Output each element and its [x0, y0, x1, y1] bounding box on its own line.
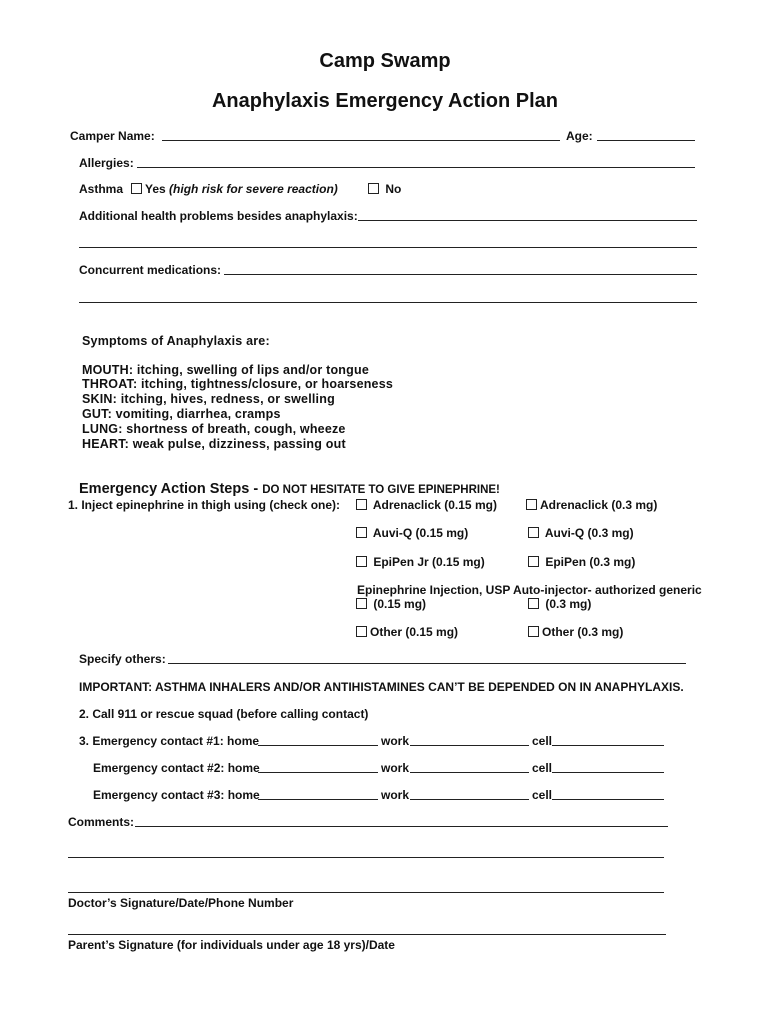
auviq-015-checkbox[interactable]	[356, 527, 367, 538]
emergency-steps-heading	[79, 481, 500, 497]
adrenaclick-03-label: Adrenaclick (0.3 mg)	[540, 498, 658, 512]
adrenaclick-03-checkbox[interactable]	[526, 499, 537, 510]
option-adrenaclick-015[interactable]	[356, 498, 497, 512]
adrenaclick-015-label: Adrenaclick (0.15 mg)	[372, 498, 497, 512]
contact2-home-label: Emergency contact #2: home	[93, 761, 260, 775]
auviq-03-label: Auvi-Q (0.3 mg)	[544, 526, 634, 540]
generic-015-label: (0.15 mg)	[373, 597, 427, 611]
important-note: IMPORTANT: ASTHMA INHALERS AND/OR ANTIHISTAMINES CAN’T BE DEPENDED ON IN ANAPHYLAXIS.	[79, 680, 684, 694]
concurrent-medications-field[interactable]	[224, 274, 697, 275]
contact2-work-label: work	[381, 761, 410, 775]
allergies-field[interactable]	[137, 167, 695, 168]
additional-health-field-line2[interactable]	[79, 247, 697, 248]
specify-others-field[interactable]	[168, 663, 686, 664]
asthma-yes-checkbox[interactable]	[131, 183, 142, 194]
age-label: Age:	[566, 129, 593, 143]
contact2-cell-field[interactable]	[552, 772, 664, 773]
additional-health-field[interactable]	[358, 220, 697, 221]
option-other-03[interactable]	[528, 625, 623, 639]
contact3-home-label: Emergency contact #3: home	[93, 788, 260, 802]
contact1-home-field[interactable]	[258, 745, 378, 746]
contact3-work-label: work	[381, 788, 410, 802]
option-auviq-015[interactable]	[356, 526, 468, 540]
camper-name-field[interactable]	[162, 140, 560, 141]
symptom-mouth: MOUTH: itching, swelling of lips and/or tongue	[82, 363, 369, 377]
symptom-lung: LUNG: shortness of breath, cough, wheeze	[82, 422, 346, 436]
generic-heading: Epinephrine Injection, USP Auto-injector- authorized generic	[357, 583, 702, 597]
contact3-cell-label: cell	[532, 788, 553, 802]
generic-03-label: (0.3 mg)	[545, 597, 592, 611]
contact1-work-label: work	[381, 734, 410, 748]
asthma-no-checkbox[interactable]	[368, 183, 379, 194]
other-03-label: Other (0.3 mg)	[542, 625, 624, 639]
page-title: Anaphylaxis Emergency Action Plan	[211, 90, 559, 112]
epipen-03-checkbox[interactable]	[528, 556, 539, 567]
symptom-gut: GUT: vomiting, diarrhea, cramps	[82, 407, 281, 421]
other-03-checkbox[interactable]	[528, 626, 539, 637]
camper-name-label	[70, 129, 155, 143]
adrenaclick-015-checkbox[interactable]	[356, 499, 367, 510]
symptom-heart: HEART: weak pulse, dizziness, passing out	[82, 437, 346, 451]
other-015-label: Other (0.15 mg)	[370, 625, 459, 639]
asthma-yes-option[interactable]	[131, 182, 338, 196]
option-auviq-03[interactable]	[528, 526, 634, 540]
epipenjr-015-checkbox[interactable]	[356, 556, 367, 567]
comments-label: Comments:	[68, 815, 135, 829]
asthma-label: Asthma	[79, 182, 124, 196]
additional-health-label: Additional health problems besides anaphylaxis:	[79, 209, 358, 223]
specify-others-label: Specify others:	[79, 652, 166, 666]
comments-field-line2[interactable]	[68, 857, 664, 858]
comments-field[interactable]	[135, 826, 668, 827]
step2-label: 2. Call 911 or rescue squad (before calling contact)	[79, 707, 369, 721]
option-epipen-03[interactable]	[528, 555, 635, 569]
generic-03-checkbox[interactable]	[528, 598, 539, 609]
option-generic-03[interactable]	[528, 597, 591, 611]
generic-015-checkbox[interactable]	[356, 598, 367, 609]
parent-signature-field[interactable]	[68, 934, 666, 935]
contact1-home-label: 3. Emergency contact #1: home	[79, 734, 260, 748]
option-adrenaclick-03[interactable]	[526, 498, 657, 512]
asthma-yes-label: Yes	[145, 182, 166, 196]
step1-label: 1. Inject epinephrine in thigh using (check one):	[68, 498, 341, 512]
option-epipenjr-015[interactable]	[356, 555, 485, 569]
concurrent-medications-field-line2[interactable]	[79, 302, 697, 303]
epipen-03-label: EpiPen (0.3 mg)	[545, 555, 636, 569]
contact3-cell-field[interactable]	[552, 799, 664, 800]
name-label: Name:	[118, 129, 155, 143]
contact2-work-field[interactable]	[410, 772, 529, 773]
asthma-yes-note: (high risk for severe reaction)	[169, 182, 338, 196]
contact1-work-field[interactable]	[410, 745, 529, 746]
contact1-cell-field[interactable]	[552, 745, 664, 746]
allergies-label: Allergies:	[79, 156, 134, 170]
contact2-home-field[interactable]	[258, 772, 378, 773]
option-other-015[interactable]	[356, 625, 458, 639]
other-015-checkbox[interactable]	[356, 626, 367, 637]
parent-signature-label: Parent’s Signature (for individuals under age 18 yrs)/Date	[68, 938, 395, 952]
option-generic-015[interactable]	[356, 597, 426, 611]
epipenjr-015-label: EpiPen Jr (0.15 mg)	[373, 555, 485, 569]
auviq-03-checkbox[interactable]	[528, 527, 539, 538]
doctor-signature-field[interactable]	[68, 892, 664, 893]
emergency-steps-title: Emergency Action Steps -	[79, 481, 259, 497]
auviq-015-label: Auvi-Q (0.15 mg)	[372, 526, 469, 540]
symptom-throat: THROAT: itching, tightness/closure, or hoarseness	[82, 377, 394, 391]
contact3-home-field[interactable]	[258, 799, 378, 800]
org-name: Camp Swamp	[319, 50, 451, 72]
contact3-work-field[interactable]	[410, 799, 529, 800]
epinephrine-warning: DO NOT HESITATE TO GIVE EPINEPHRINE!	[262, 484, 500, 496]
symptoms-heading: Symptoms of Anaphylaxis are:	[82, 334, 270, 348]
asthma-no-label: No	[385, 182, 402, 196]
contact2-cell-label: cell	[532, 761, 553, 775]
concurrent-medications-label: Concurrent medications:	[79, 263, 222, 277]
age-field[interactable]	[597, 140, 695, 141]
symptom-skin: SKIN: itching, hives, redness, or swelling	[82, 392, 335, 406]
camper-label: Camper	[70, 129, 115, 143]
asthma-no-option[interactable]	[368, 182, 401, 196]
contact1-cell-label: cell	[532, 734, 553, 748]
doctor-signature-label: Doctor’s Signature/Date/Phone Number	[68, 896, 294, 910]
